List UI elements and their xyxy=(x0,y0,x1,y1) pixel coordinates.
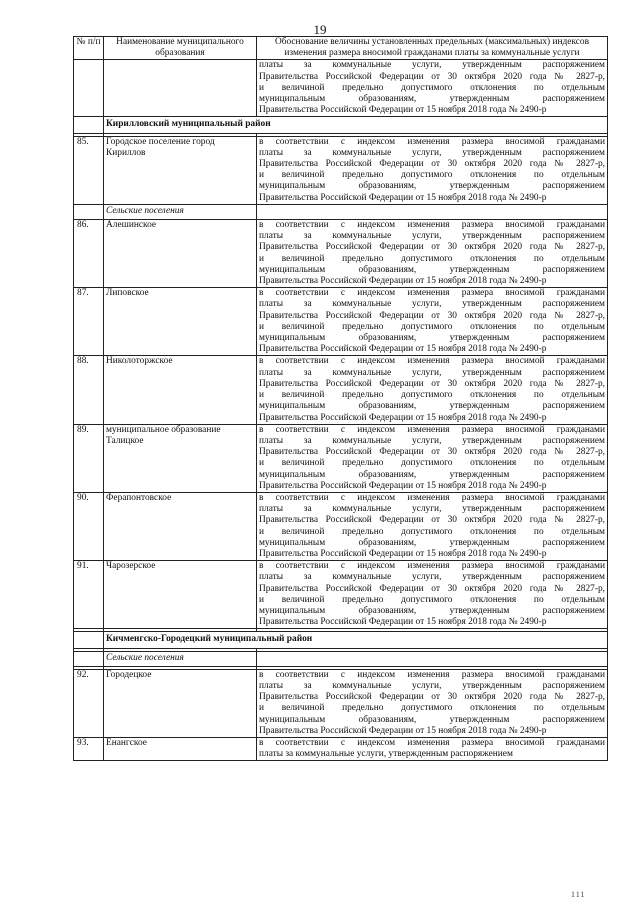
basis-line: Правительства Российской Федерации от 30 октября 2020 года № 2827-р, xyxy=(259,692,605,703)
table-row xyxy=(74,669,608,737)
basis-line: муниципальным образованиям, утвержденным распоряжением xyxy=(259,605,605,616)
basis-line: платы за коммунальные услуги, утвержденным распоряжением xyxy=(259,435,605,446)
basis-line: Правительства Российской Федерации от 15 ноября 2018 года № 2490-р xyxy=(259,105,547,116)
basis-line: в соответствии с индексом изменения размера вносимой гражданами xyxy=(259,136,605,147)
basis-line: в соответствии с индексом изменения размера вносимой гражданами xyxy=(259,737,605,748)
row-number: 87. xyxy=(74,288,104,356)
basis-line: в соответствии с индексом изменения размера вносимой гражданами xyxy=(259,561,605,572)
basis-cell xyxy=(257,220,608,288)
basis-line: Правительства Российской Федерации от 15 ноября 2018 года № 2490-р xyxy=(259,617,547,628)
basis-line: муниципальным образованиям, утвержденным распоряжением xyxy=(259,537,605,548)
basis-line: муниципальным образованиям, утвержденным распоряжением xyxy=(259,181,605,192)
basis-line: Правительства Российской Федерации от 15 ноября 2018 года № 2490-р xyxy=(259,192,547,203)
basis-line: Правительства Российской Федерации от 15 ноября 2018 года № 2490-р xyxy=(259,480,547,491)
basis-line: и величиной предельно допустимого отклонения по отдельным xyxy=(259,321,605,332)
basis-line: платы за коммунальные услуги, утвержденным распоряжением xyxy=(259,680,605,691)
row-number: 93. xyxy=(74,737,104,760)
table-row xyxy=(74,561,608,629)
basis-line: в соответствии с индексом изменения размера вносимой гражданами xyxy=(259,669,605,680)
basis-line: платы за коммунальные услуги, утвержденным распоряжением xyxy=(259,749,513,760)
row-number: 85. xyxy=(74,136,104,204)
basis-line: Правительства Российской Федерации от 30 октября 2020 года № 2827-р, xyxy=(259,515,605,526)
basis-line: и величиной предельно допустимого отклонения по отдельным xyxy=(259,458,605,469)
subsection-basis-cell xyxy=(257,651,608,666)
header-name: Наименование муниципального образования xyxy=(104,37,257,60)
district-title: Кичменгско-Городецкий муниципальный район xyxy=(104,632,608,648)
document-table xyxy=(73,36,608,761)
basis-line: в соответствии с индексом изменения размера вносимой гражданами xyxy=(259,424,605,435)
header-num: № п/п xyxy=(74,37,104,60)
basis-line: муниципальным образованиям, утвержденным распоряжением xyxy=(259,469,605,480)
basis-cell xyxy=(257,492,608,560)
municipality-name: муниципальное образование Талицкое xyxy=(104,424,257,492)
basis-cell xyxy=(257,424,608,492)
municipality-name: Николоторжское xyxy=(104,356,257,424)
table-row xyxy=(74,737,608,760)
basis-line: и величиной предельно допустимого отклонения по отдельным xyxy=(259,253,605,264)
municipality-name: Алешинское xyxy=(104,220,257,288)
district-num-cell xyxy=(74,632,104,648)
basis-line: платы за коммунальные услуги, утвержденным распоряжением xyxy=(259,572,605,583)
basis-line: платы за коммунальные услуги, утвержденным распоряжением xyxy=(259,147,605,158)
municipality-name: Ферапонтовское xyxy=(104,492,257,560)
basis-line: Правительства Российской Федерации от 15 ноября 2018 года № 2490-р xyxy=(259,725,547,736)
basis-line: Правительства Российской Федерации от 30 октября 2020 года № 2827-р, xyxy=(259,310,605,321)
basis-line: и величиной предельно допустимого отклонения по отдельным xyxy=(259,170,605,181)
table-row xyxy=(74,220,608,288)
basis-line: муниципальным образованиям, утвержденным распоряжением xyxy=(259,714,605,725)
basis-line: платы за коммунальные услуги, утвержденным распоряжением xyxy=(259,60,605,71)
basis-line: Правительства Российской Федерации от 15 ноября 2018 года № 2490-р xyxy=(259,344,547,355)
table-row xyxy=(74,136,608,204)
subsection-row xyxy=(74,651,608,666)
basis-cell xyxy=(257,136,608,204)
basis-line: платы за коммунальные услуги, утвержденным распоряжением xyxy=(259,299,605,310)
basis-line: и величиной предельно допустимого отклонения по отдельным xyxy=(259,390,605,401)
basis-line: Правительства Российской Федерации от 30 октября 2020 года № 2827-р, xyxy=(259,159,605,170)
row-number: 91. xyxy=(74,561,104,629)
table-row xyxy=(74,424,608,492)
basis-line: в соответствии с индексом изменения размера вносимой гражданами xyxy=(259,356,605,367)
municipality-name: Городское поселение город Кириллов xyxy=(104,136,257,204)
row-number: 90. xyxy=(74,492,104,560)
basis-line: муниципальным образованиям, утвержденным распоряжением xyxy=(259,333,605,344)
basis-line: Правительства Российской Федерации от 30 октября 2020 года № 2827-р, xyxy=(259,242,605,253)
basis-line: платы за коммунальные услуги, утвержденным распоряжением xyxy=(259,367,605,378)
basis-line: Правительства Российской Федерации от 30 октября 2020 года № 2827-р, xyxy=(259,71,605,82)
footer-mark: 111 xyxy=(571,890,586,899)
basis-line: и величиной предельно допустимого отклонения по отдельным xyxy=(259,526,605,537)
municipality-name: Енангское xyxy=(104,737,257,760)
basis-line: муниципальным образованиям, утвержденным распоряжением xyxy=(259,94,605,105)
basis-cell xyxy=(257,669,608,737)
table-header-row xyxy=(74,37,608,60)
basis-line: платы за коммунальные услуги, утвержденным распоряжением xyxy=(259,504,605,515)
continuation-name xyxy=(104,60,257,117)
basis-line: Правительства Российской Федерации от 30 октября 2020 года № 2827-р, xyxy=(259,447,605,458)
basis-line: муниципальным образованиям, утвержденным распоряжением xyxy=(259,401,605,412)
basis-line: платы за коммунальные услуги, утвержденным распоряжением xyxy=(259,231,605,242)
table-row xyxy=(74,288,608,356)
basis-line: в соответствии с индексом изменения размера вносимой гражданами xyxy=(259,220,605,231)
basis-line: в соответствии с индексом изменения размера вносимой гражданами xyxy=(259,288,605,299)
subsection-title: Сельские поселения xyxy=(104,651,257,666)
page-number: 19 xyxy=(313,22,327,37)
subsection-num-cell xyxy=(74,204,104,219)
basis-cell xyxy=(257,356,608,424)
table-row xyxy=(74,356,608,424)
basis-line: Правительства Российской Федерации от 15 ноября 2018 года № 2490-р xyxy=(259,276,547,287)
row-number: 92. xyxy=(74,669,104,737)
municipality-name: Липовское xyxy=(104,288,257,356)
subsection-title: Сельские поселения xyxy=(104,204,257,219)
subsection-num-cell xyxy=(74,651,104,666)
header-basis: Обоснование величины установленных предельных (максимальных) индексов изменения размера вносимой гражданами платы за коммунальные услуги xyxy=(257,37,608,60)
district-title: Кирилловский муниципальный район xyxy=(104,117,608,133)
basis-line: и величиной предельно допустимого отклонения по отдельным xyxy=(259,594,605,605)
row-number: 89. xyxy=(74,424,104,492)
basis-line: Правительства Российской Федерации от 30 октября 2020 года № 2827-р, xyxy=(259,583,605,594)
district-num-cell xyxy=(74,117,104,133)
basis-line: Правительства Российской Федерации от 15 ноября 2018 года № 2490-р xyxy=(259,412,547,423)
basis-line: в соответствии с индексом изменения размера вносимой гражданами xyxy=(259,492,605,503)
basis-line: и величиной предельно допустимого отклонения по отдельным xyxy=(259,82,605,93)
basis-line: и величиной предельно допустимого отклонения по отдельным xyxy=(259,703,605,714)
basis-cell xyxy=(257,60,608,117)
basis-line: муниципальным образованиям, утвержденным распоряжением xyxy=(259,264,605,275)
basis-cell xyxy=(257,737,608,760)
basis-line: Правительства Российской Федерации от 30 октября 2020 года № 2827-р, xyxy=(259,378,605,389)
municipality-name: Городецкое xyxy=(104,669,257,737)
table-row xyxy=(74,492,608,560)
district-row xyxy=(74,117,608,133)
basis-cell xyxy=(257,288,608,356)
continuation-row xyxy=(74,60,608,117)
district-row xyxy=(74,632,608,648)
basis-cell xyxy=(257,561,608,629)
row-number: 88. xyxy=(74,356,104,424)
basis-line: Правительства Российской Федерации от 15 ноября 2018 года № 2490-р xyxy=(259,548,547,559)
continuation-num xyxy=(74,60,104,117)
subsection-row xyxy=(74,204,608,219)
subsection-basis-cell xyxy=(257,204,608,219)
municipality-name: Чарозерское xyxy=(104,561,257,629)
row-number: 86. xyxy=(74,220,104,288)
